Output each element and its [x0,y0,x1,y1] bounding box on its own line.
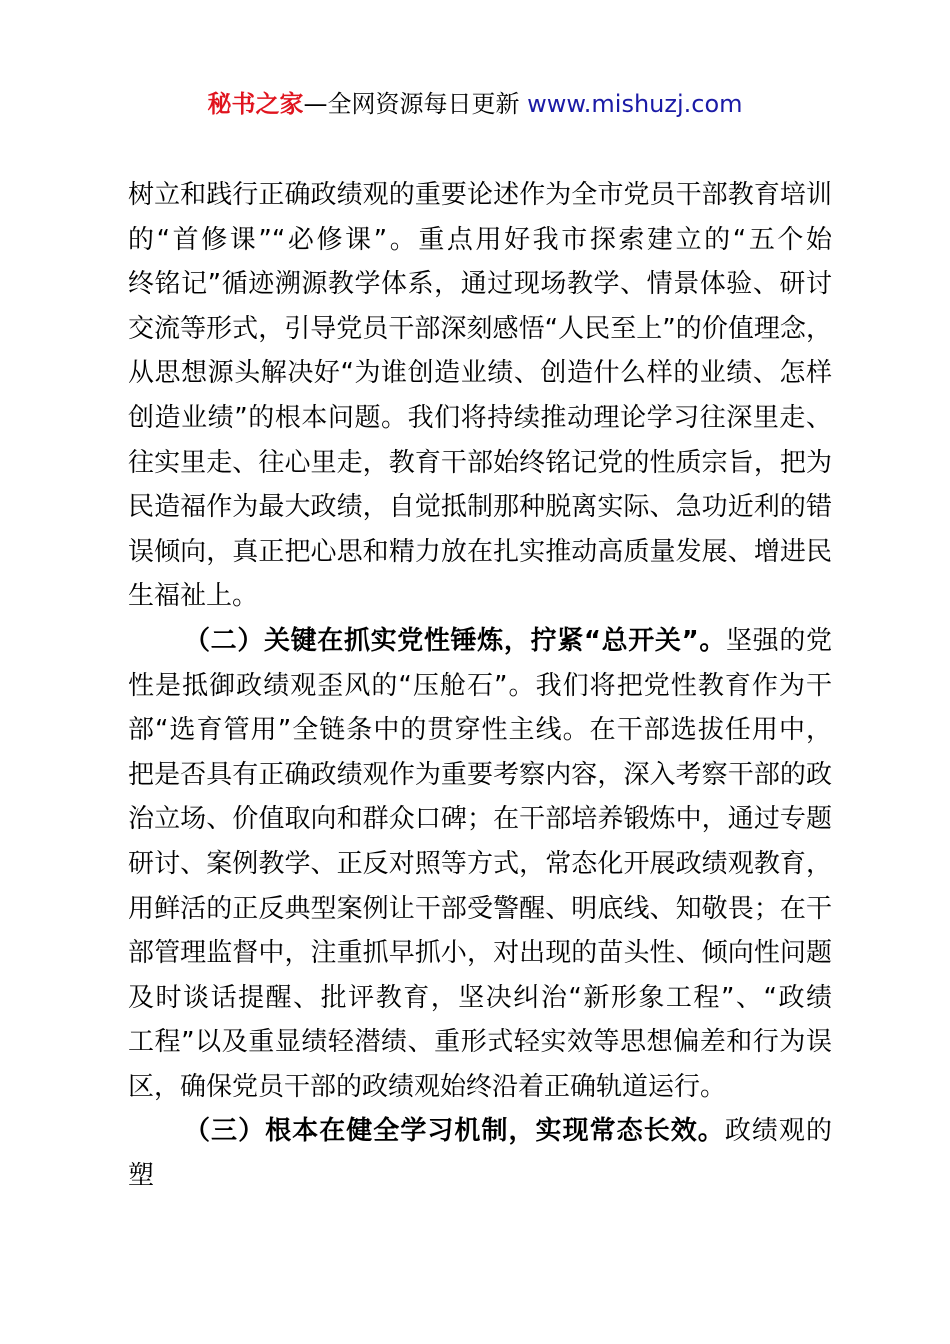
site-url[interactable]: www.mishuzj.com [527,90,743,118]
section-heading: （二）关键在抓实党性锤炼，拧紧“总开关”。 [184,625,726,656]
text-line: 部管理监督中，注重抓早抓小，对出现的苗头性、倾向性问题 [128,938,832,969]
text-line: 部“选育管用”全链条中的贯穿性主线。在干部选拔任用中， [128,715,832,746]
text-line: 研讨、案例教学、正反对照等方式，常态化开展政绩观教育， [128,848,832,879]
text-line: 把是否具有正确政绩观作为重要考察内容，深入考察干部的政 [128,759,832,790]
text-line: 从思想源头解决好“为谁创造业绩、创造什么样的业绩、怎样 [128,358,832,389]
text-line: 治立场、价值取向和群众口碑；在干部培养锻炼中，通过专题 [128,804,832,835]
section-text: 政绩观的塑 [128,1116,832,1192]
section-first-line [128,619,832,664]
body-text [128,173,832,1199]
brand-name: 秘书之家 [207,90,304,118]
text-line: 创造业绩”的根本问题。我们将持续推动理论学习往深里走、 [128,402,832,433]
section-text: 坚强的党 [726,625,832,656]
text-line: 树立和践行正确政绩观的重要论述作为全市党员干部教育培训 [128,180,832,210]
text-line: 性是抵御政绩观歪风的“压舱石”。我们将把党性教育作为干 [128,670,832,701]
header-slogan: —全网资源每日更新 [303,90,528,118]
section-first-line [128,1109,832,1198]
text-line: 交流等形式，引导党员干部深刻感悟“人民至上”的价值理念， [128,313,832,344]
page-header [0,86,950,122]
text-line: 的“首修课”“必修课”。重点用好我市探索建立的“五个始 [128,224,832,255]
text-line: 工程”以及重显绩轻潜绩、重形式轻实效等思想偏差和行为误 [128,1027,832,1058]
section-heading: （三）根本在健全学习机制，实现常态长效。 [184,1116,725,1147]
text-line: 区，确保党员干部的政绩观始终沿着正确轨道运行。 [128,1071,727,1102]
text-line: 终铭记”循迹溯源教学体系，通过现场教学、情景体验、研讨 [128,269,832,300]
text-line: 生福祉上。 [128,581,259,612]
text-line: 用鲜活的正反典型案例让干部受警醒、明底线、知敬畏；在干 [128,893,832,924]
text-line: 误倾向，真正把心思和精力放在扎实推动高质量发展、增进民 [128,536,832,567]
text-line: 及时谈话提醒、批评教育，坚决纠治“新形象工程”、“政绩 [128,982,832,1013]
text-line: 往实里走、往心里走，教育干部始终铭记党的性质宗旨，把为 [128,447,832,478]
text-line: 民造福作为最大政绩，自觉抵制那种脱离实际、急功近利的错 [128,492,832,523]
